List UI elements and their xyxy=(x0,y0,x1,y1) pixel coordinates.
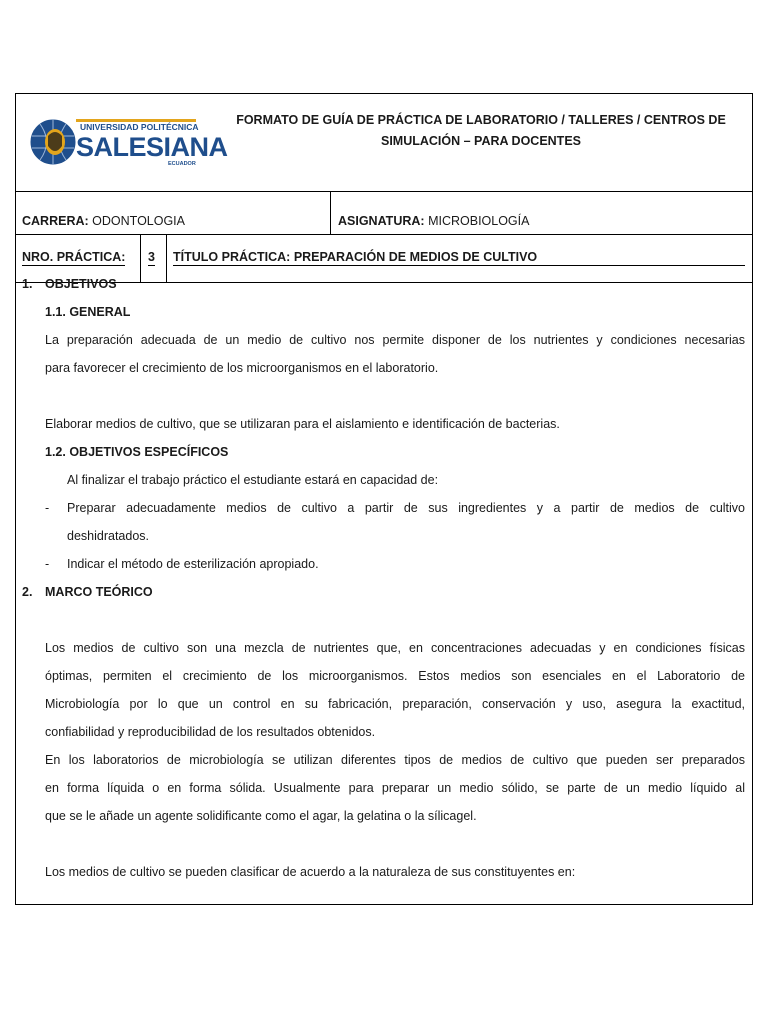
theory-paragraph1-line2: óptimas, permiten el crecimiento de los microorganismos. Estos medios son esenciales en el Laboratorio de xyxy=(45,669,745,683)
bullet2-mark: - xyxy=(45,557,50,571)
section2-title: MARCO TEÓRICO xyxy=(45,585,153,599)
practica-label-cell xyxy=(16,234,141,282)
section1-title: OBJETIVOS xyxy=(45,277,117,291)
document-header xyxy=(16,94,752,192)
specific-intro: Al finalizar el trabajo práctico el estudiante estará en capacidad de: xyxy=(67,473,439,487)
titulo-practica-cell xyxy=(173,250,745,266)
logo-small-text: UNIVERSIDAD POLITÉCNICA xyxy=(80,122,199,132)
carrera-value: ODONTOLOGIA xyxy=(92,214,185,228)
asignatura-value: MICROBIOLOGÍA xyxy=(428,214,530,228)
theory-paragraph2-line3: que se le añade un agente solidificante como el agar, la gelatina o la sílicagel. xyxy=(45,809,477,823)
document-title-line1: FORMATO DE GUÍA DE PRÁCTICA DE LABORATORIO / TALLERES / CENTROS DE xyxy=(236,113,726,127)
document-title xyxy=(226,110,736,152)
asignatura-text xyxy=(338,214,529,228)
theory-paragraph2-line2: en forma líquida o en forma sólida. Usualmente para preparar un medio sólido, se parte de un medio líquido al xyxy=(45,781,745,795)
section2-number: 2. xyxy=(22,585,33,599)
carrera-cell xyxy=(16,191,331,234)
section11-title: 1.1. GENERAL xyxy=(45,305,131,319)
carrera-text xyxy=(22,214,185,228)
university-logo xyxy=(28,116,228,168)
asignatura-label: ASIGNATURA: xyxy=(338,214,425,228)
practica-number-cell xyxy=(140,234,167,282)
section12-title: 1.2. OBJETIVOS ESPECÍFICOS xyxy=(45,445,229,459)
theory-paragraph3: Los medios de cultivo se pueden clasificar de acuerdo a la naturaleza de sus constituyentes en: xyxy=(45,865,576,879)
theory-paragraph1-line3: Microbiología por lo que un control en su fabricación, preparación, conservación y uso, asegura la exactitud, xyxy=(45,697,745,711)
theory-paragraph1-line4: confiabilidad y reproducibilidad de los resultados obtenidos. xyxy=(45,725,376,739)
bullet1-mark: - xyxy=(45,501,50,515)
carrera-label: CARRERA: xyxy=(22,214,89,228)
section1-number: 1. xyxy=(22,277,33,291)
bullet2-text: Indicar el método de esterilización apropiado. xyxy=(67,557,319,571)
theory-paragraph1-line1: Los medios de cultivo son una mezcla de nutrientes que, en concentraciones adecuadas y en condiciones físicas xyxy=(45,641,745,655)
document-title-line2: SIMULACIÓN – PARA DOCENTES xyxy=(380,134,581,148)
info-row-carrera xyxy=(16,191,752,235)
logo-country-text: ECUADOR xyxy=(168,161,196,167)
general-paragraph-line1: La preparación adecuada de un medio de cultivo nos permite disponer de los nutrientes y condiciones necesarias xyxy=(45,333,745,347)
general-objective: Elaborar medios de cultivo, que se utilizaran para el aislamiento e identificación de bacterias. xyxy=(45,417,560,431)
logo-big-text: SALESIANA xyxy=(76,132,228,162)
practica-label: NRO. PRÁCTICA: xyxy=(22,250,126,264)
document-frame xyxy=(15,93,753,905)
general-paragraph-line2: para favorecer el crecimiento de los microorganismos en el laboratorio. xyxy=(45,361,439,375)
bullet1-line1: Preparar adecuadamente medios de cultivo a partir de sus ingredientes y a partir de medios de cultivo xyxy=(67,501,745,515)
bullet1-line2: deshidratados. xyxy=(67,529,150,543)
theory-paragraph2-line1: En los laboratorios de microbiología se utilizan diferentes tipos de medios de cultivo que pueden ser preparados xyxy=(45,753,745,767)
practica-number: 3 xyxy=(148,250,155,264)
titulo-practica: TÍTULO PRÁCTICA: PREPARACIÓN DE MEDIOS DE CULTIVO xyxy=(173,250,745,266)
info-row-practica xyxy=(16,234,752,283)
